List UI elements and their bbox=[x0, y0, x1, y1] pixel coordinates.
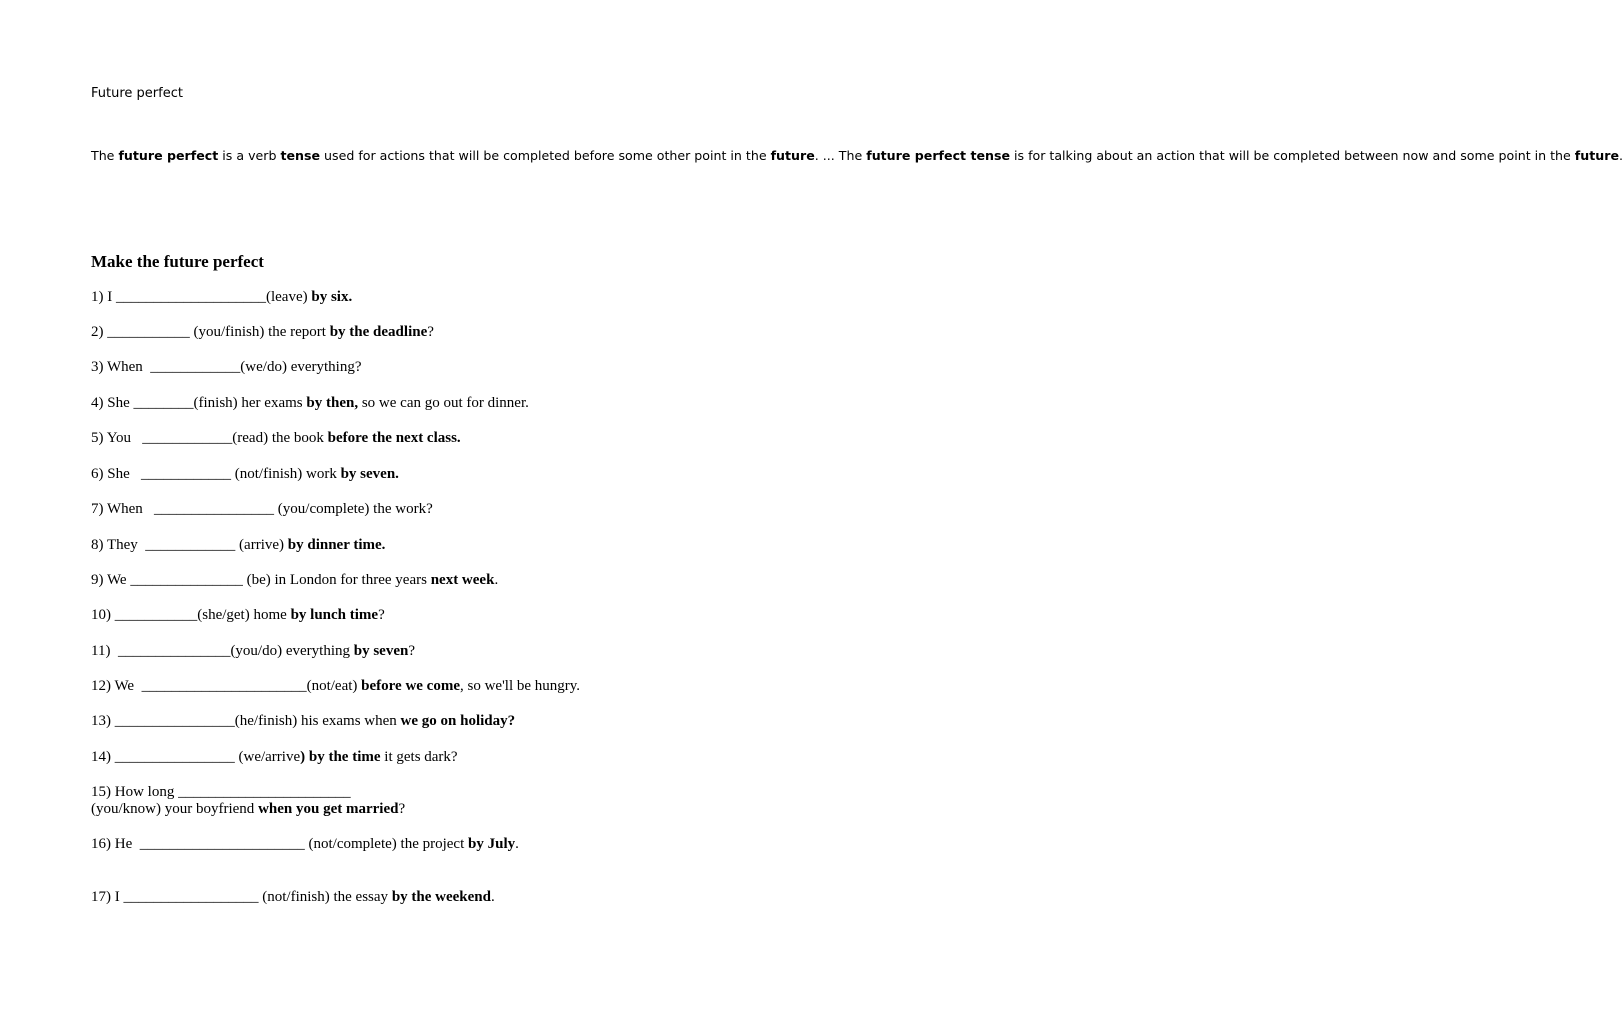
text-segment: (you/know) your boyfriend bbox=[91, 801, 259, 817]
bold-text: by July bbox=[468, 836, 516, 852]
text-segment: 2) ___________ (you/finish) the report bbox=[91, 324, 330, 340]
text-segment: 1) I ____________________(leave) bbox=[91, 289, 312, 305]
bold-text: before the next class. bbox=[327, 430, 461, 446]
section-heading: Make the future perfect bbox=[91, 252, 264, 271]
document-title: Future perfect bbox=[91, 86, 183, 101]
text-segment: 6) She ____________ (not/finish) work bbox=[91, 466, 341, 482]
bold-text: we go on holiday? bbox=[400, 713, 516, 729]
exercise-item bbox=[91, 537, 385, 554]
exercise-item bbox=[91, 889, 495, 906]
bold-text: future bbox=[1574, 148, 1619, 163]
exercise-item bbox=[91, 678, 580, 695]
text-segment: 9) We _______________ (be) in London for three years bbox=[91, 572, 431, 588]
text-segment: The bbox=[91, 148, 119, 163]
bold-text: by six. bbox=[311, 289, 353, 305]
exercise-line bbox=[91, 713, 515, 730]
text-segment: . bbox=[515, 836, 519, 852]
text-segment: . ... The bbox=[814, 148, 867, 163]
bold-text: before we come bbox=[361, 678, 460, 694]
bold-text: by the deadline bbox=[329, 324, 428, 340]
bold-text: by lunch time bbox=[290, 607, 379, 623]
exercise-item bbox=[91, 466, 399, 483]
text-segment: , so we'll be hungry. bbox=[460, 678, 581, 694]
text-segment: 12) We ______________________(not/eat) bbox=[91, 678, 362, 694]
exercise-line bbox=[91, 836, 519, 853]
exercise-line bbox=[91, 501, 433, 518]
text-segment: 4) She ________(finish) her exams bbox=[91, 395, 307, 411]
exercise-item bbox=[91, 836, 519, 853]
exercise-item bbox=[91, 784, 405, 818]
bold-text: future perfect tense bbox=[866, 148, 1011, 163]
exercise-item bbox=[91, 430, 461, 447]
bold-text: by then, bbox=[306, 395, 359, 411]
text-segment: 8) They ____________ (arrive) bbox=[91, 537, 288, 553]
bold-text: future bbox=[770, 148, 815, 163]
exercise-line bbox=[91, 607, 385, 624]
bold-text: when you get married bbox=[258, 801, 399, 817]
text-segment: 14) ________________ (we/arrive bbox=[91, 749, 301, 765]
text-segment: it gets dark? bbox=[380, 749, 458, 765]
exercise-line bbox=[91, 359, 362, 376]
exercise-item bbox=[91, 395, 529, 412]
exercise-item bbox=[91, 501, 433, 518]
exercise-item bbox=[91, 713, 515, 730]
text-segment: 5) You ____________(read) the book bbox=[91, 430, 328, 446]
exercise-item bbox=[91, 289, 352, 306]
exercise-item bbox=[91, 749, 458, 766]
text-segment: . bbox=[1618, 148, 1623, 163]
exercise-line bbox=[91, 784, 405, 801]
text-segment: used for actions that will be completed before some other point in the bbox=[320, 148, 771, 163]
intro-paragraph bbox=[91, 147, 1623, 166]
exercise-line bbox=[91, 430, 461, 447]
exercise-line bbox=[91, 749, 458, 766]
text-segment: 7) When ________________ (you/complete) the work? bbox=[91, 501, 433, 517]
exercise-line bbox=[91, 537, 385, 554]
text-segment: 13) ________________(he/finish) his exams when bbox=[91, 713, 401, 729]
bold-text: by dinner time. bbox=[287, 537, 386, 553]
text-segment: so we can go out for dinner. bbox=[358, 395, 529, 411]
text-segment: 3) When ____________(we/do) everything? bbox=[91, 359, 362, 375]
text-segment: ? bbox=[378, 607, 385, 623]
bold-text: ) by the time bbox=[300, 749, 381, 765]
bold-text: next week bbox=[430, 572, 495, 588]
text-segment: ? bbox=[427, 324, 434, 340]
exercise-item bbox=[91, 324, 434, 341]
exercise-line bbox=[91, 324, 434, 341]
text-segment: is for talking about an action that will be completed between now and some point in the bbox=[1010, 148, 1575, 163]
bold-text: future perfect bbox=[118, 148, 219, 163]
exercise-item bbox=[91, 607, 385, 624]
exercise-line bbox=[91, 572, 498, 589]
exercise-item bbox=[91, 572, 498, 589]
text-segment: . bbox=[490, 889, 495, 905]
exercise-line bbox=[91, 889, 495, 906]
exercise-line bbox=[91, 801, 405, 818]
text-segment: 17) I __________________ (not/finish) the essay bbox=[91, 889, 392, 905]
text-segment: 15) How long _______________________ bbox=[91, 784, 351, 800]
exercise-line bbox=[91, 678, 580, 695]
text-segment: 10) ___________(she/get) home bbox=[91, 607, 291, 623]
text-segment: . bbox=[494, 572, 499, 588]
bold-text: by the weekend bbox=[391, 889, 491, 905]
text-segment: ? bbox=[398, 801, 406, 817]
exercise-item bbox=[91, 359, 362, 376]
text-segment: ? bbox=[408, 643, 416, 659]
text-segment: 11) _______________(you/do) everything bbox=[91, 643, 354, 659]
text-segment: 16) He ______________________ (not/complete) the project bbox=[91, 836, 469, 852]
exercise-line bbox=[91, 395, 529, 412]
bold-text: by seven bbox=[353, 643, 409, 659]
text-segment: is a verb bbox=[218, 148, 281, 163]
exercise-line bbox=[91, 643, 415, 660]
exercise-line bbox=[91, 466, 399, 483]
bold-text: by seven. bbox=[340, 466, 399, 482]
bold-text: tense bbox=[280, 148, 321, 163]
exercise-item bbox=[91, 643, 415, 660]
exercise-line bbox=[91, 289, 352, 306]
